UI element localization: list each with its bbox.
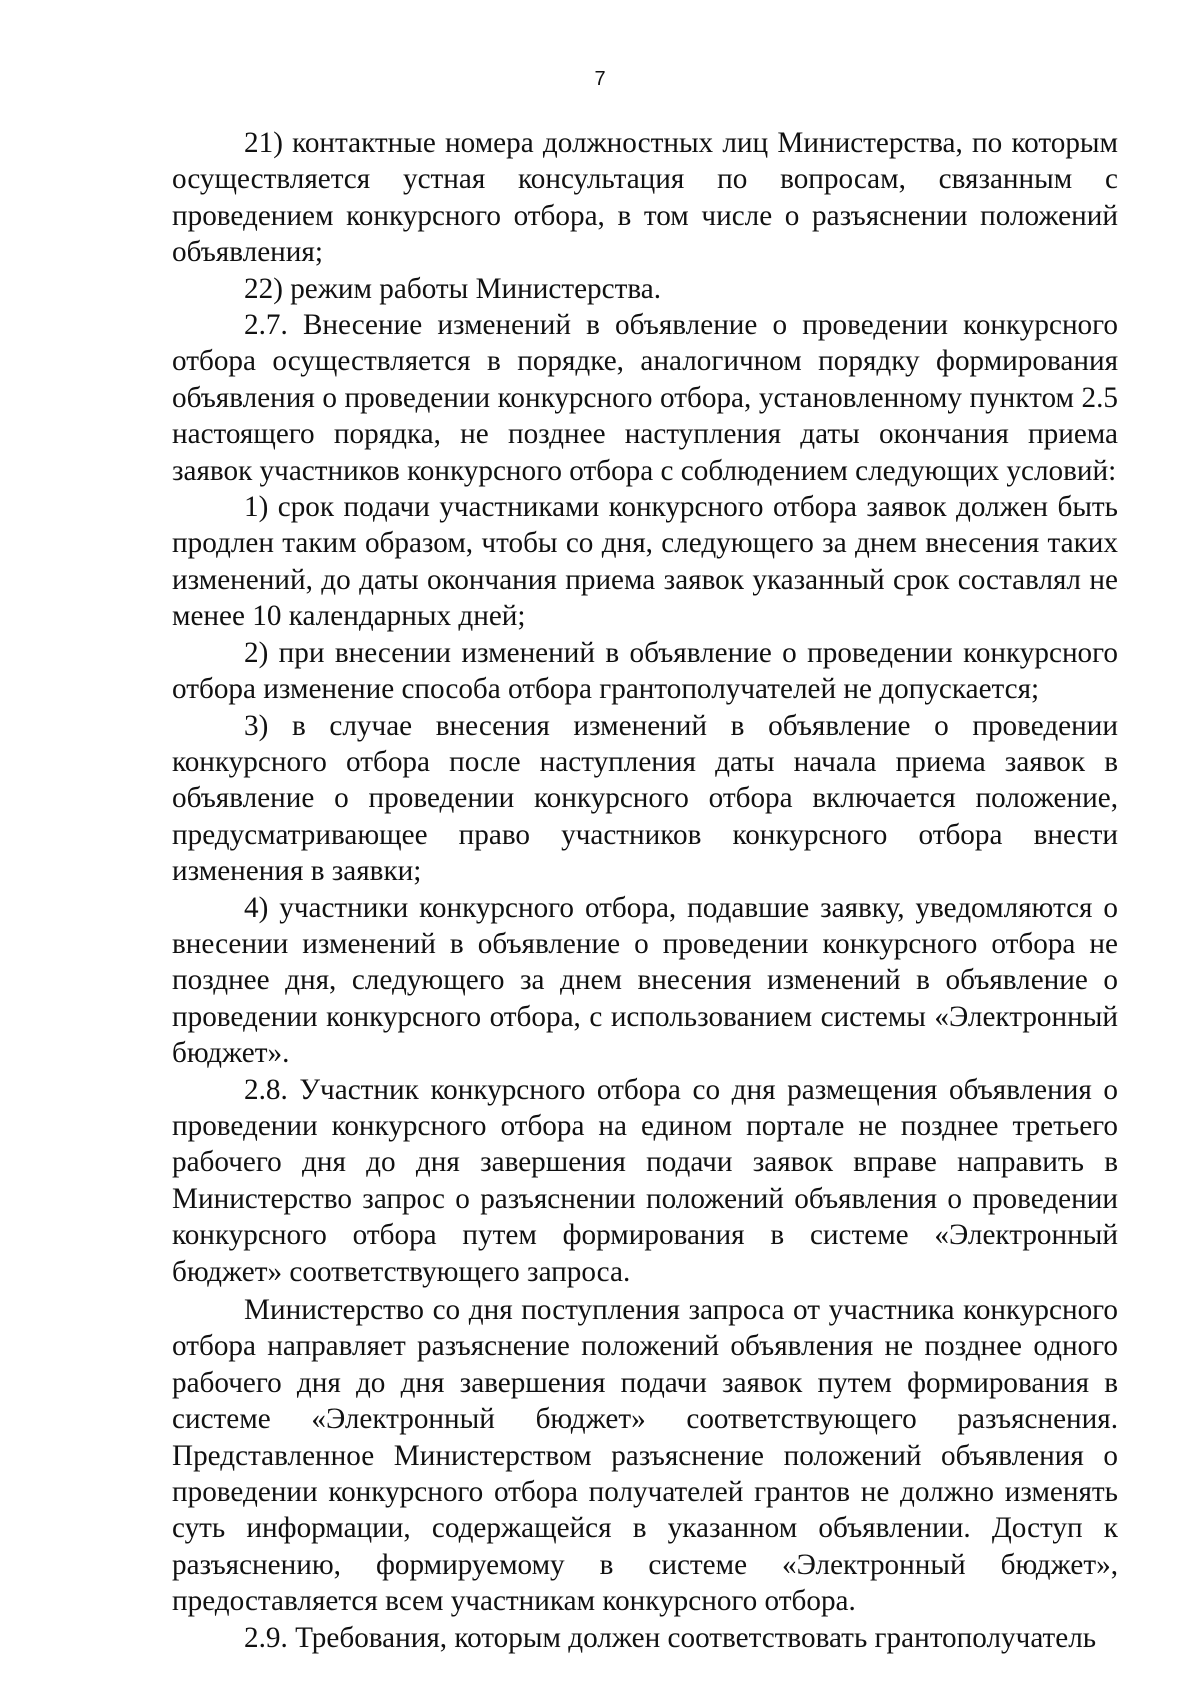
paragraph-condition-4: 4) участники конкурсного отбора, подавшие заявку, уведомляются о внесении изменений в объявление о проведении конкурсного отбора не позднее дня, следующего за днем внесения изменений в объявление о проведении конкурсного отбора, с использованием системы «Электронный бюджет». (172, 891, 1118, 1070)
paragraph-ministry-response: Министерство со дня поступления запроса от участника конкурсного отбора направляет разъяснение положений объявления не позднее одного рабочего дня до дня завершения подачи заявок путем формирования в системе «Электронный бюджет» соответствующего разъяснения. Представленное Министерством разъяснение положений объявления о проведении конкурсного отбора получателей грантов не должно изменять суть информации, содержащейся в указанном объявлении. Доступ к разъяснению, формируемому в системе «Электронный бюджет», предоставляется всем участникам конкурсного отбора. (172, 1294, 1118, 1618)
paragraph-item-21: 21) контактные номера должностных лиц Министерства, по которым осуществляется устная консультация по вопросам, связанным с проведением конкурсного отбора, в том числе о разъяснении положений объявления; (172, 127, 1118, 269)
paragraph-2-7: 2.7. Внесение изменений в объявление о проведении конкурсного отбора осуществляется в порядке, аналогичном порядку формирования объявления о проведении конкурсного отбора, установленному пунктом 2.5 настоящего порядка, не позднее наступления даты окончания приема заявок участников конкурсного отбора с соблюдением следующих условий: (172, 309, 1118, 487)
paragraph-2-8: 2.8. Участник конкурсного отбора со дня размещения объявления о проведении конкурсного отбора на едином портале не позднее третьего рабочего дня до дня завершения подачи заявок вправе направить в Министерство запрос о разъяснении положений объявления о проведении конкурсного отбора путем формирования в системе «Электронный бюджет» соответствующего запроса. (172, 1073, 1118, 1288)
paragraph-item-22: 22) режим работы Министерства. (244, 272, 662, 305)
paragraph-condition-1: 1) срок подачи участниками конкурсного отбора заявок должен быть продлен таким образом, чтобы со дня, следующего за днем внесения таких изменений, до даты окончания приема заявок указанный срок составлял не менее 10 календарных дней; (172, 491, 1118, 633)
paragraph-condition-3: 3) в случае внесения изменений в объявление о проведении конкурсного отбора после наступления даты начала приема заявок в объявление о проведении конкурсного отбора включается положение, предусматривающее право участников конкурсного отбора внести изменения в заявки; (172, 709, 1118, 888)
document-body (172, 125, 1118, 1656)
paragraph-condition-2: 2) при внесении изменений в объявление о проведении конкурсного отбора изменение способа отбора грантополучателей не допускается; (172, 636, 1118, 706)
paragraph-2-9: 2.9. Требования, которым должен соответствовать грантополучатель (244, 1621, 1097, 1654)
page-number: 7 (594, 68, 606, 90)
